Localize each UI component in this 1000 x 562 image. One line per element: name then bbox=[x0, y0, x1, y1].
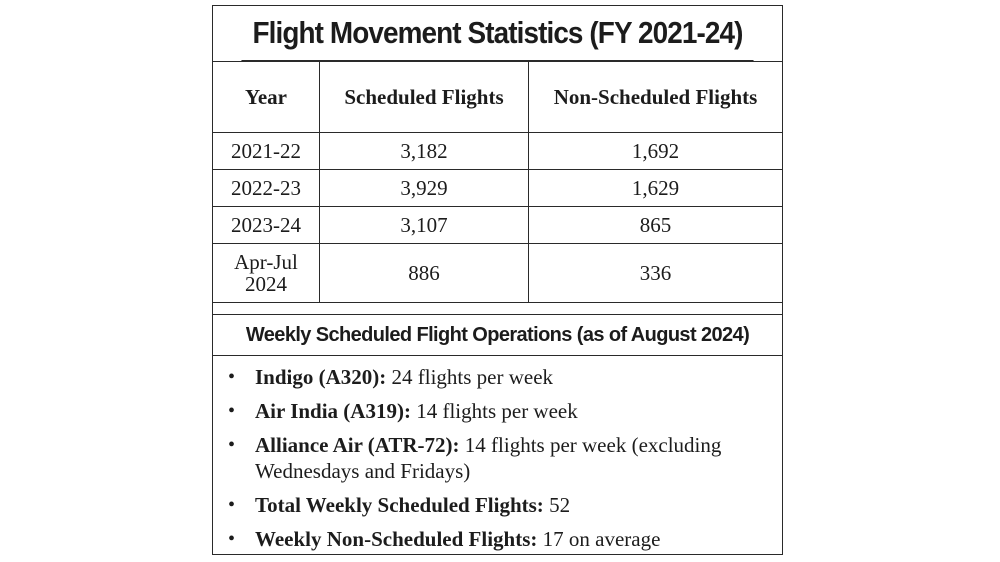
non-scheduled-cell: 1,629 bbox=[529, 170, 783, 207]
statistics-card bbox=[212, 5, 783, 555]
year-line-1: Apr-Jul bbox=[234, 250, 298, 274]
item-label: Weekly Non-Scheduled Flights: bbox=[255, 527, 538, 551]
item-label: Total Weekly Scheduled Flights: bbox=[255, 493, 544, 517]
item-value: 52 bbox=[549, 493, 571, 517]
table-row bbox=[213, 133, 782, 170]
bullet-icon: • bbox=[228, 434, 236, 456]
year-cell: 2022-23 bbox=[213, 170, 320, 207]
header-scheduled-flights: Scheduled Flights bbox=[320, 62, 529, 133]
non-scheduled-cell: 865 bbox=[529, 207, 783, 244]
item-value: 17 on average bbox=[542, 527, 661, 551]
year-cell: 2023-24 bbox=[213, 207, 320, 244]
year-line-2: 2024 bbox=[245, 272, 287, 296]
list-item bbox=[213, 526, 782, 552]
weekly-operations-heading: Weekly Scheduled Flight Operations (as of August 2024) bbox=[213, 314, 782, 356]
table-row bbox=[213, 170, 782, 207]
scheduled-cell: 3,107 bbox=[320, 207, 529, 244]
item-value: 14 flights per week (excluding Wednesdays and Fridays) bbox=[255, 433, 722, 483]
year-cell: 2021-22 bbox=[213, 133, 320, 170]
scheduled-cell: 886 bbox=[320, 244, 529, 303]
header-year: Year bbox=[213, 62, 320, 133]
flight-statistics-table bbox=[213, 61, 782, 303]
year-cell bbox=[213, 244, 320, 303]
bullet-icon: • bbox=[228, 400, 236, 422]
item-value: 14 flights per week bbox=[416, 399, 578, 423]
bullet-icon: • bbox=[228, 494, 236, 516]
table-header-row bbox=[213, 62, 782, 133]
header-non-scheduled-flights: Non-Scheduled Flights bbox=[529, 62, 783, 133]
list-item bbox=[213, 364, 782, 390]
scheduled-cell: 3,182 bbox=[320, 133, 529, 170]
list-item bbox=[213, 432, 782, 484]
item-label: Alliance Air (ATR-72): bbox=[255, 433, 460, 457]
table-row bbox=[213, 207, 782, 244]
list-item bbox=[213, 398, 782, 424]
page-title: Flight Movement Statistics (FY 2021-24) bbox=[241, 6, 753, 61]
item-value: 24 flights per week bbox=[391, 365, 554, 389]
bullet-icon: • bbox=[228, 528, 236, 550]
non-scheduled-cell: 336 bbox=[529, 244, 783, 303]
weekly-operations-list bbox=[213, 364, 782, 560]
non-scheduled-cell: 1,692 bbox=[529, 133, 783, 170]
item-label: Air India (A319): bbox=[255, 399, 411, 423]
table-row bbox=[213, 244, 782, 303]
scheduled-cell: 3,929 bbox=[320, 170, 529, 207]
item-label: Indigo (A320): bbox=[255, 365, 387, 389]
bullet-icon: • bbox=[228, 366, 236, 388]
list-item bbox=[213, 492, 782, 518]
